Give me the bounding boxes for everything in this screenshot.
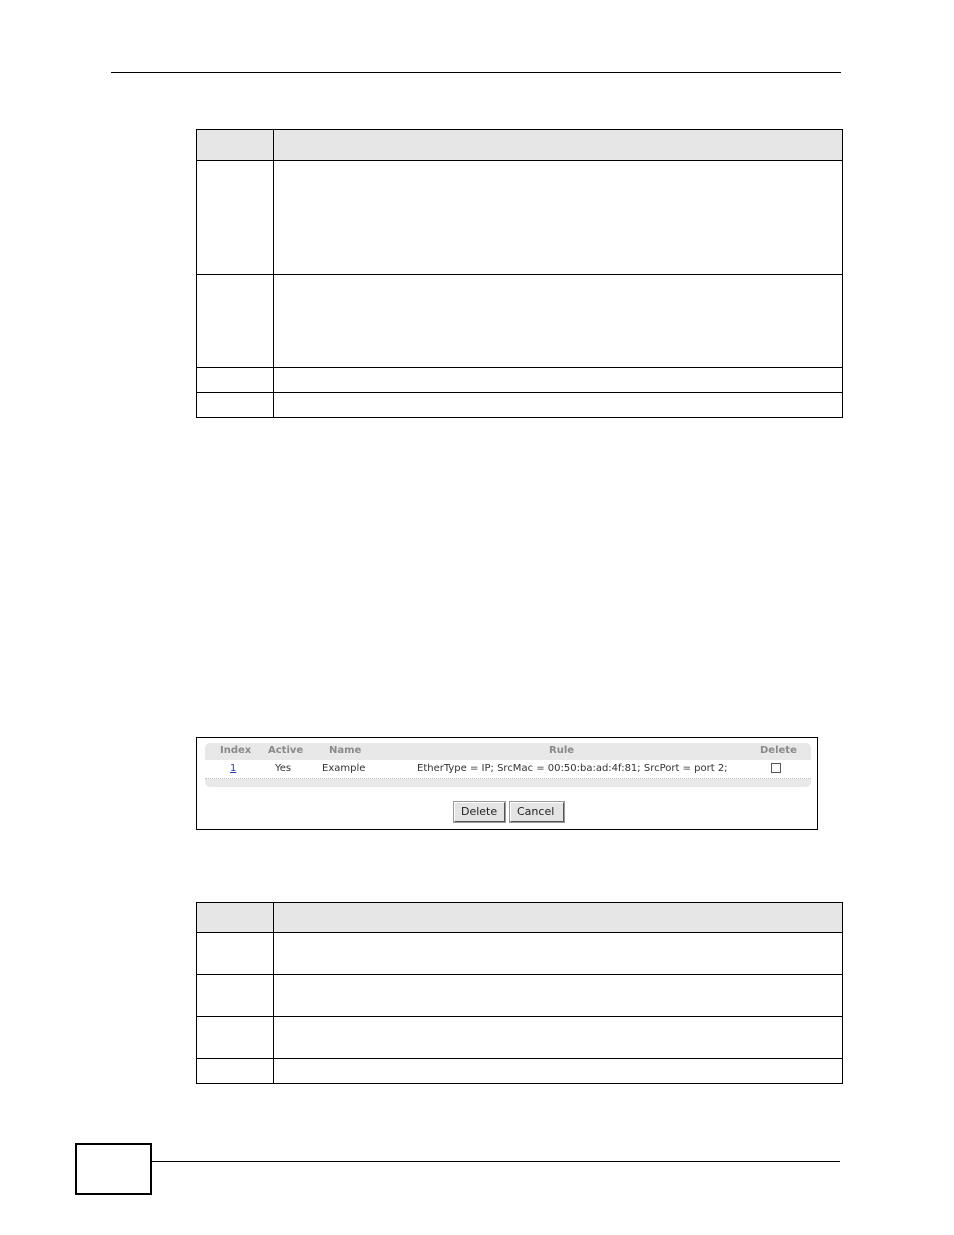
rule-value: EtherType = IP; SrcMac = 00:50:ba:ad:4f:81; SrcPort = port 2;	[417, 763, 728, 774]
table-row	[197, 933, 843, 975]
table-header-row	[197, 130, 843, 161]
table-row	[205, 760, 811, 779]
table-row	[197, 368, 843, 393]
table-cell	[197, 1059, 274, 1084]
classifier-table	[205, 743, 811, 787]
col-header-index: Index	[220, 745, 252, 756]
col-header-delete: Delete	[760, 745, 797, 756]
table-cell	[197, 393, 274, 418]
table-header-cell	[197, 903, 274, 933]
table-cell	[197, 161, 274, 275]
header-rule	[111, 72, 841, 73]
table-row	[197, 1017, 843, 1059]
table-cell	[274, 161, 843, 275]
col-header-name: Name	[329, 745, 362, 756]
col-header-active: Active	[268, 745, 304, 756]
table-cell	[197, 1017, 274, 1059]
delete-button[interactable]: Delete	[454, 802, 505, 822]
table-header-cell	[274, 903, 843, 933]
classifier-table-header	[205, 743, 811, 759]
table-cell	[274, 368, 843, 393]
col-header-rule: Rule	[549, 745, 575, 756]
table-cell	[197, 933, 274, 975]
classifier-summary-panel	[196, 737, 818, 830]
index-link[interactable]: 1	[230, 763, 237, 774]
table-row	[197, 975, 843, 1017]
table-cell	[197, 368, 274, 393]
table-cell	[274, 275, 843, 368]
table-cell	[197, 975, 274, 1017]
table-cell	[274, 975, 843, 1017]
table-row	[197, 393, 843, 418]
table-cell	[274, 1059, 843, 1084]
table-cell	[274, 1017, 843, 1059]
table-header-cell	[274, 130, 843, 161]
table-cell	[274, 933, 843, 975]
footer-rule	[151, 1161, 840, 1162]
table-header-row	[197, 903, 843, 933]
table-header-cell	[197, 130, 274, 161]
table-row	[197, 275, 843, 368]
table-top	[196, 129, 843, 418]
table-bottom	[196, 902, 843, 1084]
cancel-button[interactable]: Cancel	[510, 802, 564, 822]
table-row	[197, 161, 843, 275]
page-number-box	[75, 1143, 152, 1195]
table-cell	[197, 275, 274, 368]
name-value: Example	[322, 763, 366, 774]
table-cell	[274, 393, 843, 418]
table-row	[197, 1059, 843, 1084]
delete-checkbox[interactable]	[771, 763, 781, 773]
active-value: Yes	[275, 763, 292, 774]
